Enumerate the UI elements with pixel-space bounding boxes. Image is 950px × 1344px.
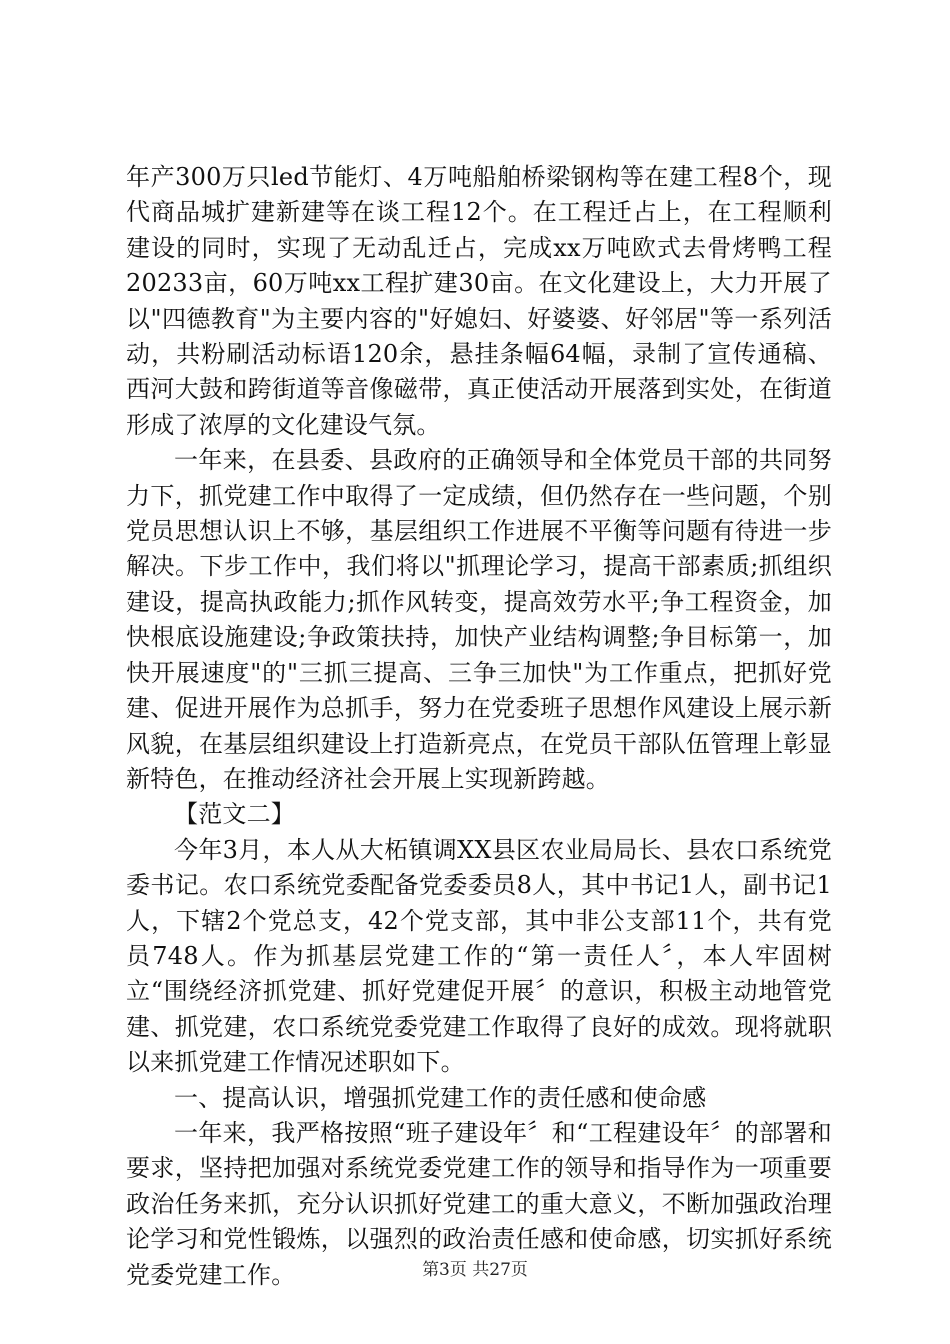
paragraph-3: 今年3月，本人从大柘镇调XX县区农业局局长、县农口系统党委书记。农口系统党委配备党委委员8人，其中书记1人，副书记1人，下辖2个党总支，42个党支部，其中非公支部11个，共有党员748人。作为抓基层党建工作的“第一责任人〞，本人牢固树立“围绕经济抓党建、抓好党建促开展〞的意识，积极主动地管党建、抓党建，农口系统党委党建工作取得了良好的成效。现将就职以来抓党建工作情况述职如下。 bbox=[126, 835, 832, 1077]
page-number-footer: 第3页 共27页 bbox=[422, 1260, 528, 1280]
paragraph-4: 一年来，我严格按照“班子建设年〞和“工程建设年〞的部署和要求，坚持把加强对系统党委党建工作的领导和指导作为一项重要政治任务来抓，充分认识抓好党建工的重大意义，不断加强政治理论学习和党性锻炼，以强烈的政治责任感和使命感，切实抓好系统党委党建工作。 bbox=[126, 1118, 832, 1289]
document-body bbox=[126, 160, 832, 1293]
section-subheading-1: 一、提高认识，增强抓党建工作的责任感和使命感 bbox=[174, 1083, 707, 1112]
section-heading-fanwen-er: 【范文二】 bbox=[174, 800, 295, 829]
paragraph-2: 一年来，在县委、县政府的正确领导和全体党员干部的共同努力下，抓党建工作中取得了一定成绩，但仍然存在一些问题，个别党员思想认识上不够，基层组织工作进展不平衡等问题有待进一步解决。下步工作中，我们将以"抓理论学习，提高干部素质;抓组织建设，提高执政能力;抓作风转变，提高效劳水平;争工程资金，加快根底设施建设;争政策扶持，加快产业结构调整;争目标第一，加快开展速度"的"三抓三提高、三争三加快"为工作重点，把抓好党建、促进开展作为总抓手，努力在党委班子思想作风建设上展示新风貌，在基层组织建设上打造新亮点，在党员干部队伍管理上彰显新特色，在推动经济社会开展上实现新跨越。 bbox=[126, 446, 832, 793]
paragraph-1: 年产300万只led节能灯、4万吨船舶桥梁钢构等在建工程8个，现代商品城扩建新建等在谈工程12个。在工程迁占上，在工程顺利建设的同时，实现了无动乱迁占，完成xx万吨欧式去骨烤鸭工程20233亩，60万吨xx工程扩建30亩。在文化建设上，大力开展了以"四德教育"为主要内容的"好媳妇、好婆婆、好邻居"等一系列活动，共粉刷活动标语120余，悬挂条幅64幅，录制了宣传通稿、西河大鼓和跨街道等音像磁带，真正使活动开展落到实处，在街道形成了浓厚的文化建设气氛。 bbox=[126, 163, 832, 439]
